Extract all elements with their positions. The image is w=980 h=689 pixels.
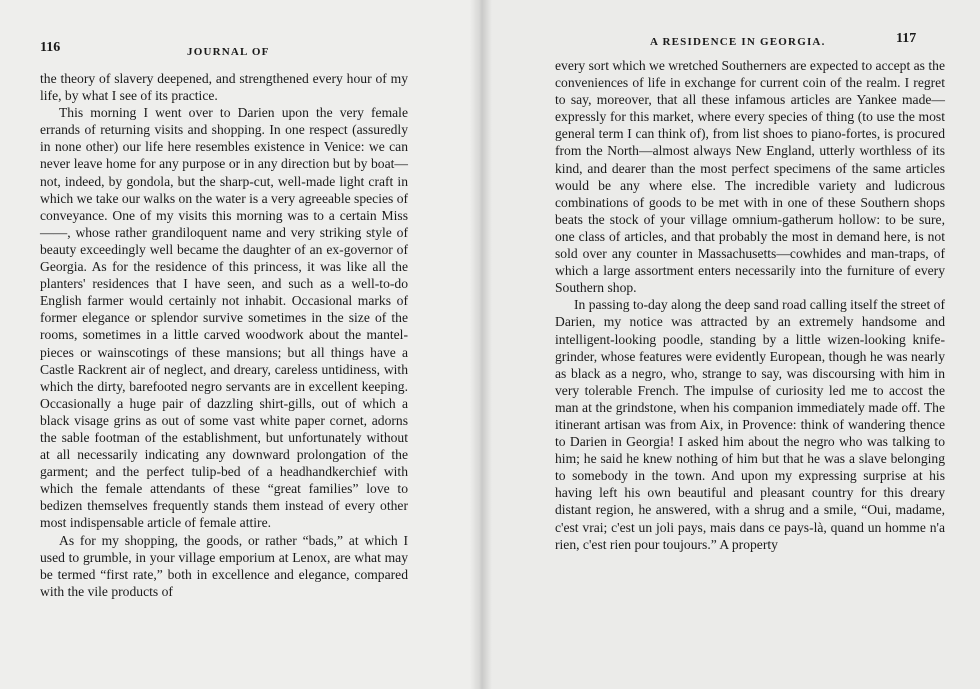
right-paragraph-2: In passing to-day along the deep sand road calling itself the street of Darien, my notice was attracted by an extremely handsome and intelligent-looking poodle, standing by a little wizen-looking knife-grinder, whose features were evidently European, though he was nearly as black as a negro, who, strange to say, was discoursing with him in very tolerable French. The impulse of curiosity led me to accost the man at the grindstone, when his companion immediately made off. The itinerant artisan was from Aix, in Provence: think of wandering thence to Darien in Georgia! I asked him about the negro who was talking to him; he said he knew nothing of him but that he was a slave belonging to somebody in the town. And upon my expressing surprise at his having left his own beautiful and pleasant country for this dreary distant region, he answered, with a shrug and a smile, “Oui, madame, c'est vrai; c'est un joli pays, mais dans ce pays-là, quand un homme n'a rien, c'est rien pour toujours.” A property (555, 297, 945, 552)
left-paragraph-1: the theory of slavery deepened, and strengthened every hour of my life, by what I see of its practice. (40, 71, 408, 104)
left-running-head: JOURNAL OF (187, 46, 270, 58)
book-gutter (470, 0, 492, 689)
right-running-head: A RESIDENCE IN GEORGIA. (650, 36, 826, 48)
right-page-number: 117 (896, 31, 917, 46)
left-page-number: 116 (40, 40, 61, 55)
right-text-column (555, 57, 945, 553)
left-paragraph-2: This morning I went over to Darien upon the very female errands of returning visits and shopping. In one respect (assuredly in none other) our life here resembles existence in Venice: we can never leave home for any purpose or in any direction but by boat—not, indeed, by gondola, but the sharp-cut, well-made light craft in which we take our walks on the water is a very agreeable species of conveyance. One of my visits this morning was to a certain Miss ——, whose rather grandiloquent name and very striking style of beauty exceedingly well became the daughter of an ex-governor of Georgia. As for the residence of this princess, it was like all the planters' residences that I have seen, and such as a well-to-do English farmer would certainly not inhabit. Occasional marks of former elegance or splendor survive sometimes in the size of the rooms, sometimes in a little carved woodwork about the mantel-pieces or wainscotings of these mansions; but all things have a Castle Rackrent air of neglect, and dreary, careless untidiness, with which the dirty, barefooted negro servants are in excellent keeping. Occasionally a huge pair of dazzling shirt-gills, out of which a black visage grins as out of some vast white paper cornet, adorns the sable footman of the establishment, but unfortunately without at all necessarily indicating any downward prolongation of the garment; and the perfect tulip-bed of a headhandkerchief with which the female attendants of these “great families” love to bedizen themselves frequently stands them instead of every other most indispensable article of female attire. (40, 105, 409, 531)
right-paragraph-1: every sort which we wretched Southerners are expected to accept as the conveniences of life in exchange for current coin of the realm. I regret to say, moreover, that all these infamous articles are Yankee made—expressly for this market, where every species of thing (to use the most general term I can think of), from list shoes to piano-fortes, is procured from the North—almost always New England, utterly worthless of its kind, and dearer than the most perfect specimens of the same articles would be any where else. The incredible variety and ludicrous combinations of goods to be met with in one of these Southern shops beats the stock of your village omnium-gatherum hollow: to be sure, one class of articles, and that probably the most in demand here, is not sold over any counter in Massachusetts—cowhides and man-traps, of which a large assortment enters necessarily into the furniture of every Southern shop. (555, 58, 945, 296)
left-paragraph-3: As for my shopping, the goods, or rather “bads,” at which I used to grumble, in your village emporium at Lenox, are what may be termed “first rate,” both in excellence and elegance, compared with the vile products of (40, 532, 408, 599)
left-text-column (40, 70, 408, 600)
